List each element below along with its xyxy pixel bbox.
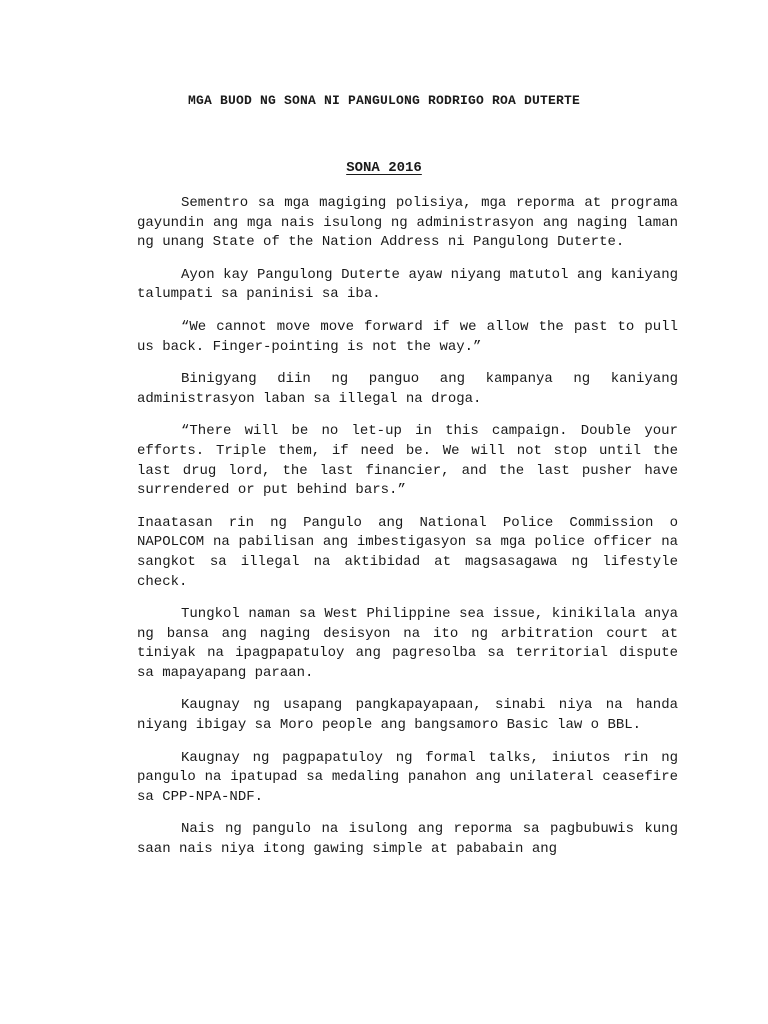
paragraph: Kaugnay ng usapang pangkapayapaan, sinabi niya na handa niyang ibigay sa Moro people ang bangsamoro Basic law o BBL. xyxy=(137,697,678,734)
quote-paragraph: “There will be no let-up in this campaign. Double your efforts. Triple them, if need be. We will not stop until the last drug lord, the last financier, and the last pusher have surrendered or put behind bars.” xyxy=(137,423,678,499)
paragraph: Nais ng pangulo na isulong ang reporma sa pagbubuwis kung saan nais niya itong gawing simple at pababain ang xyxy=(137,821,678,858)
document-title: MGA BUOD NG SONA NI PANGULONG RODRIGO ROA DUTERTE xyxy=(187,93,581,108)
paragraph: Kaugnay ng pagpapatuloy ng formal talks, iniutos rin ng pangulo na ipatupad sa medaling panahon ang unilateral ceasefire sa CPP-NPA-NDF. xyxy=(137,749,678,805)
document-body xyxy=(137,194,678,860)
paragraph: Inaatasan rin ng Pangulo ang National Police Commission o NAPOLCOM na pabilisan ang imbestigasyon sa mga police officer na sangkot sa illegal na aktibidad at magsasagawa ng lifestyle check. xyxy=(137,514,678,590)
section-heading xyxy=(0,160,768,176)
section-heading-text: SONA 2016 xyxy=(346,160,422,176)
paragraph: Ayon kay Pangulong Duterte ayaw niyang matutol ang kaniyang talumpati sa paninisi sa iba. xyxy=(137,266,678,303)
paragraph: Tungkol naman sa West Philippine sea issue, kinikilala anya ng bansa ang naging desisyon na ito ng arbitration court at tiniyak na ipagpapatuloy ang pagresolba sa territorial dispute sa mapayapang paraan. xyxy=(137,606,678,681)
quote-paragraph: “We cannot move move forward if we allow the past to pull us back. Finger-pointing is not the way.” xyxy=(137,318,678,355)
paragraph: Sementro sa mga magiging polisiya, mga reporma at programa gayundin ang mga nais isulong ng administrasyon ang naging laman ng unang State of the Nation Address ni Pangulong Duterte. xyxy=(137,195,678,251)
paragraph: Binigyang diin ng panguo ang kampanya ng kaniyang administrasyon laban sa illegal na droga. xyxy=(137,371,678,407)
